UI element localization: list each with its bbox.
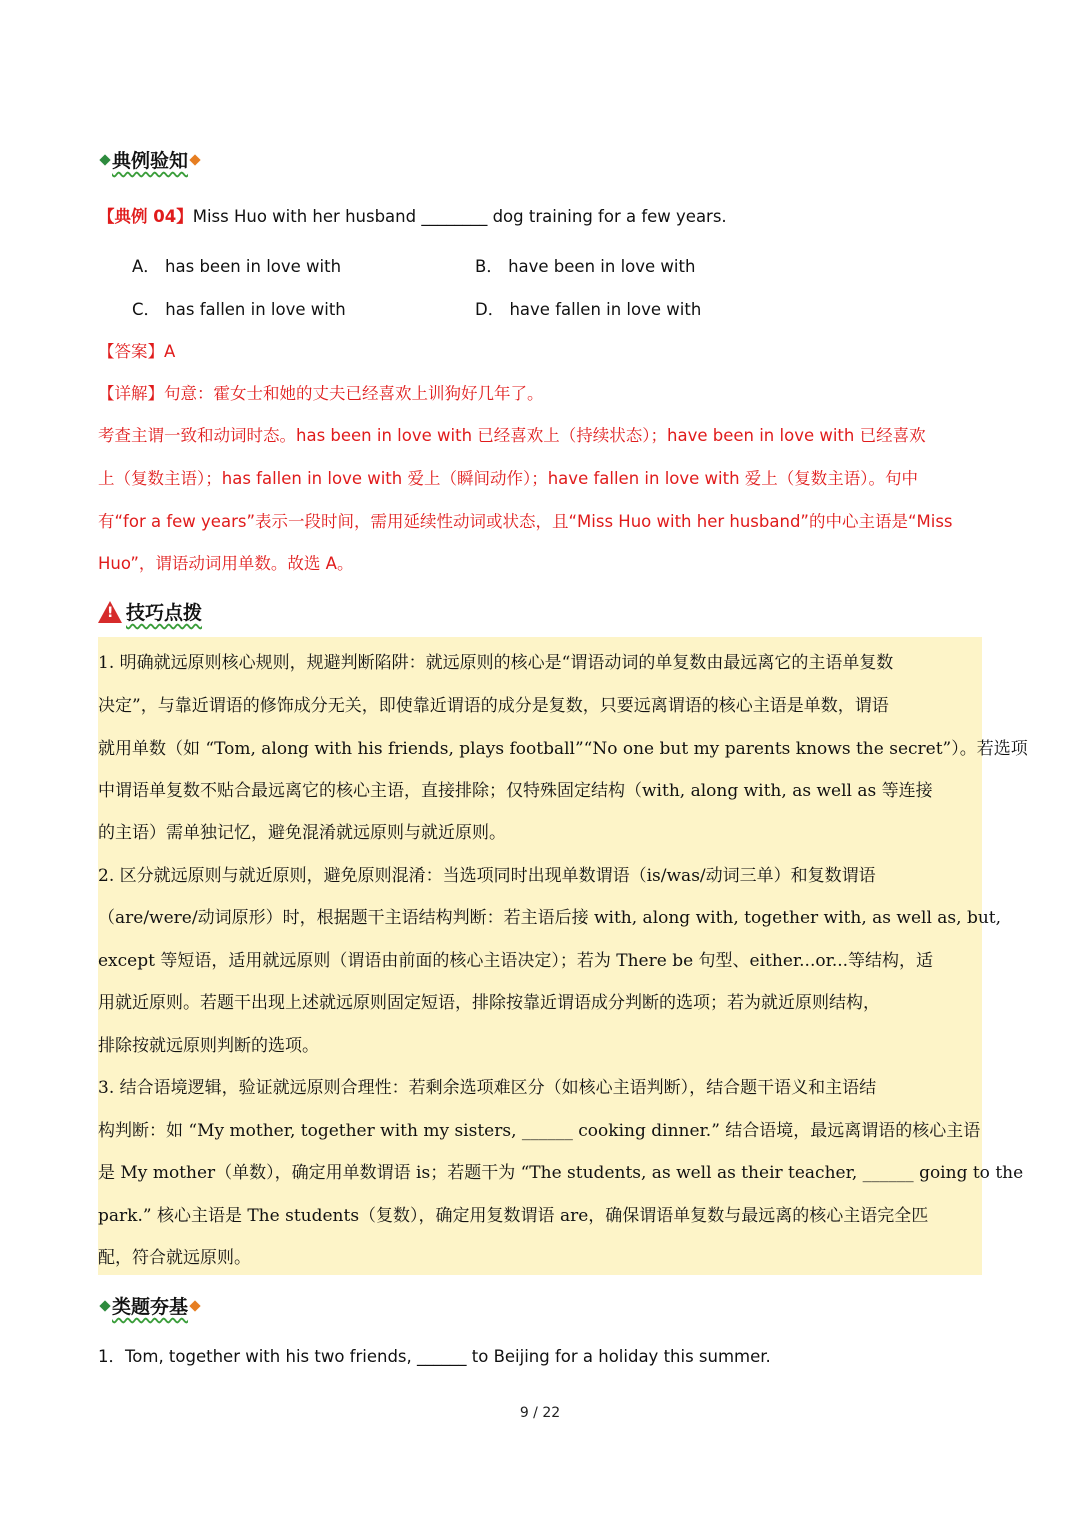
option-text: has been in love with bbox=[165, 257, 342, 276]
option-text: has fallen in love with bbox=[165, 300, 346, 319]
detail-line-2: 上（复数主语）；has fallen in love with 爱上（瞬间动作）；have fallen in love with 爱上（复数主语）。句中 bbox=[98, 469, 919, 488]
option-letter: A． bbox=[132, 257, 160, 276]
option-letter: B． bbox=[475, 257, 503, 276]
option-a bbox=[132, 253, 341, 277]
option-c bbox=[132, 296, 346, 320]
option-b bbox=[475, 253, 695, 277]
answer-line bbox=[98, 338, 175, 362]
option-letter: C． bbox=[132, 300, 161, 319]
tip-line: 决定”，与靠近谓语的修饰成分无关，即使靠近谓语的成分是复数，只要远离谓语的核心主语是单数，谓语 bbox=[98, 696, 889, 716]
orange-diamond-icon bbox=[189, 1300, 200, 1311]
detail-label: 【详解】 bbox=[98, 384, 164, 403]
tip-line: （are/were/动词原形）时，根据题干主语结构判断：若主语后接 with, along with, together with, as well as, but, bbox=[98, 908, 1002, 928]
tip-line: 中谓语单复数不贴合最远离它的核心主语，直接排除；仅特殊固定结构（with, along with, as well as 等连接 bbox=[98, 781, 933, 801]
tip-line: 构判断：如 “My mother, together with my sisters, ______ cooking dinner.” 结合语境，最远离谓语的核心主语 bbox=[98, 1121, 981, 1141]
section-header-examples bbox=[98, 146, 202, 173]
detail-text: 句意：霍女士和她的丈夫已经喜欢上训狗好几年了。 bbox=[164, 384, 544, 403]
option-d bbox=[475, 296, 701, 320]
section-title: 技巧点拨 bbox=[126, 602, 203, 624]
tip-line: 就用单数（如 “Tom, along with his friends, plays football”“No one but my parents knows the secret”）。若选项 bbox=[98, 739, 1028, 759]
option-text: have been in love with bbox=[508, 257, 696, 276]
question-text: Miss Huo with her husband ________ dog training for a few years. bbox=[192, 207, 727, 226]
orange-diamond-icon bbox=[189, 154, 200, 165]
answer-value: A bbox=[164, 342, 176, 361]
tip-line: 的主语）需单独记忆，避免混淆就远原则与就近原则。 bbox=[98, 823, 506, 843]
tip-line: 3. 结合语境逻辑，验证就远原则合理性：若剩余选项难区分（如核心主语判断），结合题干语义和主语结 bbox=[98, 1078, 877, 1098]
section-title: 类题夯基 bbox=[112, 1296, 189, 1318]
exercise-number: 1． bbox=[98, 1347, 125, 1366]
detail-line-0 bbox=[98, 380, 544, 404]
warning-icon bbox=[98, 601, 122, 623]
green-diamond-icon bbox=[99, 1300, 110, 1311]
section-header-tips bbox=[98, 598, 202, 625]
detail-line-1: 考查主谓一致和动词时态。has been in love with 已经喜欢上（持续状态）；have been in love with 已经喜欢 bbox=[98, 426, 926, 445]
answer-label: 【答案】 bbox=[98, 342, 164, 361]
tip-line: 配，符合就远原则。 bbox=[98, 1248, 251, 1268]
tip-line: 排除按就远原则判断的选项。 bbox=[98, 1036, 319, 1056]
green-diamond-icon bbox=[99, 154, 110, 165]
option-letter: D． bbox=[475, 300, 505, 319]
option-text: have fallen in love with bbox=[509, 300, 702, 319]
tip-line: 用就近原则。若题干出现上述就远原则固定短语，排除按靠近谓语成分判断的选项；若为就近原则结构， bbox=[98, 993, 880, 1013]
section-title: 典例验知 bbox=[112, 150, 189, 172]
exercise-1 bbox=[98, 1343, 771, 1367]
exercise-text: Tom, together with his two friends, ______ to Beijing for a holiday this summer. bbox=[125, 1347, 771, 1366]
detail-line-4: Huo”，谓语动词用单数。故选 A。 bbox=[98, 554, 354, 573]
page-number: 9 / 22 bbox=[519, 1405, 561, 1421]
section-header-practice bbox=[98, 1292, 202, 1319]
tip-line: park.” 核心主语是 The students（复数），确定用复数谓语 are，确保谓语单复数与最远离的核心主语完全匹 bbox=[98, 1206, 929, 1226]
tip-line: 是 My mother（单数），确定用单数谓语 is；若题干为 “The students, as well as their teacher, ______ going to the bbox=[98, 1163, 1024, 1183]
tip-line: 2. 区分就远原则与就近原则，避免原则混淆：当选项同时出现单数谓语（is/was/动词三单）和复数谓语 bbox=[98, 866, 876, 886]
tip-line: except 等短语，适用就远原则（谓语由前面的核心主语决定）；若为 There be 句型、either...or...等结构，适 bbox=[98, 951, 934, 971]
example-question bbox=[98, 203, 727, 227]
detail-line-3: 有“for a few years”表示一段时间，需用延续性动词或状态，且“Miss Huo with her husband”的中心主语是“Miss bbox=[98, 512, 953, 531]
example-label: 【典例 04】 bbox=[98, 207, 193, 226]
tip-line: 1. 明确就远原则核心规则，规避判断陷阱：就远原则的核心是“谓语动词的单复数由最远离它的主语单复数 bbox=[98, 653, 894, 673]
